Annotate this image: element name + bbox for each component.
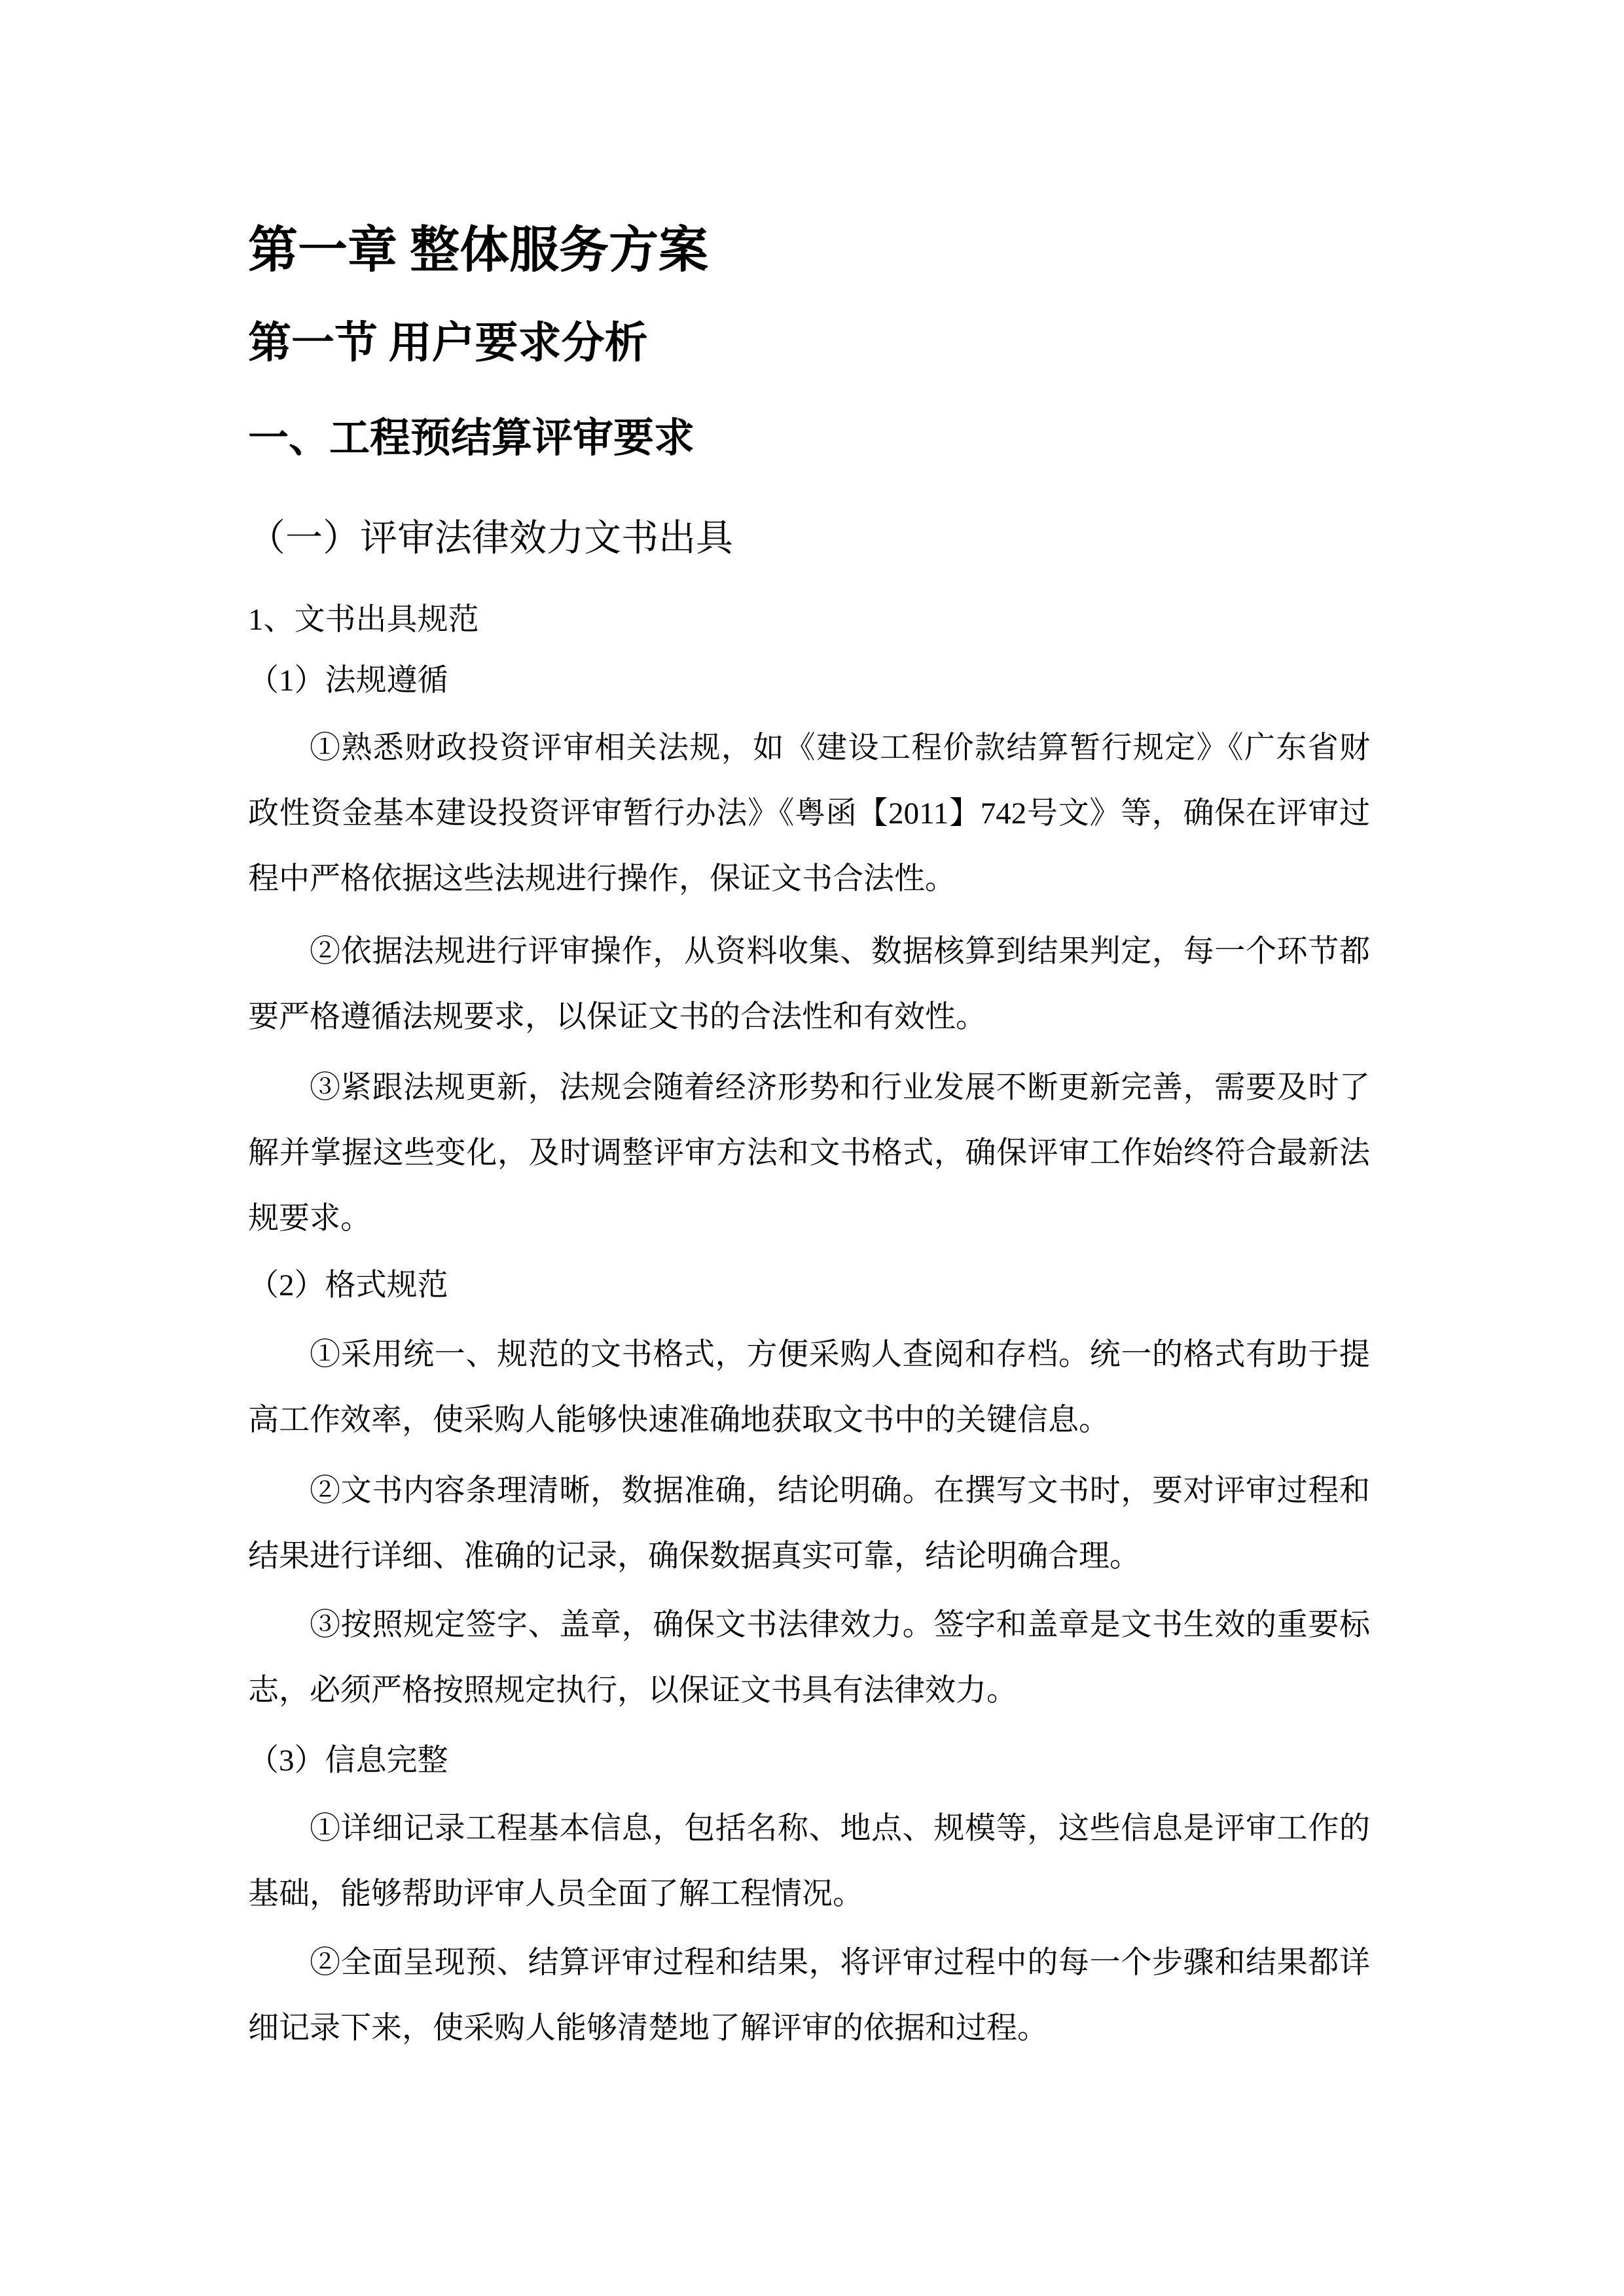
group-title: （3）信息完整 — [248, 1744, 448, 1778]
paragraph: ③紧跟法规更新，法规会随着经济形势和行业发展不断更新完善，需要及时了解并掌握这些变化，及时调整评审方法和文书格式，确保评审工作始终符合最新法规要求。 — [248, 1071, 1370, 1236]
paragraph: ①熟悉财政投资评审相关法规，如《建设工程价款结算暂行规定》《广东省财政性资金基本建设投资评审暂行办法》《粤函【2011】742号文》等，确保在评审过程中严格依据这些法规进行操作，保证文书合法性。 — [248, 731, 1370, 896]
item-heading: 1、文书出具规范 — [248, 603, 479, 637]
section-title: 第一节 用户要求分析 — [248, 319, 648, 367]
heading: 一、工程预结算评审要求 — [248, 416, 695, 461]
paragraph: ①详细记录工程基本信息，包括名称、地点、规模等，这些信息是评审工作的基础，能够帮助评审人员全面了解工程情况。 — [248, 1812, 1370, 1911]
group-title: （2）格式规范 — [248, 1268, 448, 1302]
subheading: （一）评审法律效力文书出具 — [248, 518, 733, 559]
paragraph: ①采用统一、规范的文书格式，方便采购人查阅和存档。统一的格式有助于提高工作效率，使采购人能够快速准确地获取文书中的关键信息。 — [248, 1338, 1370, 1437]
paragraph: ②依据法规进行评审操作，从资料收集、数据核算到结果判定，每一个环节都要严格遵循法规要求，以保证文书的合法性和有效性。 — [248, 935, 1370, 1034]
paragraph: ③按照规定签字、盖章，确保文书法律效力。签字和盖章是文书生效的重要标志，必须严格按照规定执行，以保证文书具有法律效力。 — [248, 1608, 1370, 1708]
paragraph: ②全面呈现预、结算评审过程和结果，将评审过程中的每一个步骤和结果都详细记录下来，使采购人能够清楚地了解评审的依据和过程。 — [248, 1946, 1370, 2045]
paragraph: ②文书内容条理清晰，数据准确，结论明确。在撰写文书时，要对评审过程和结果进行详细、准确的记录，确保数据真实可靠，结论明确合理。 — [248, 1474, 1370, 1573]
chapter-title: 第一章 整体服务方案 — [248, 223, 708, 278]
group-title: （1）法规遵循 — [248, 664, 448, 698]
